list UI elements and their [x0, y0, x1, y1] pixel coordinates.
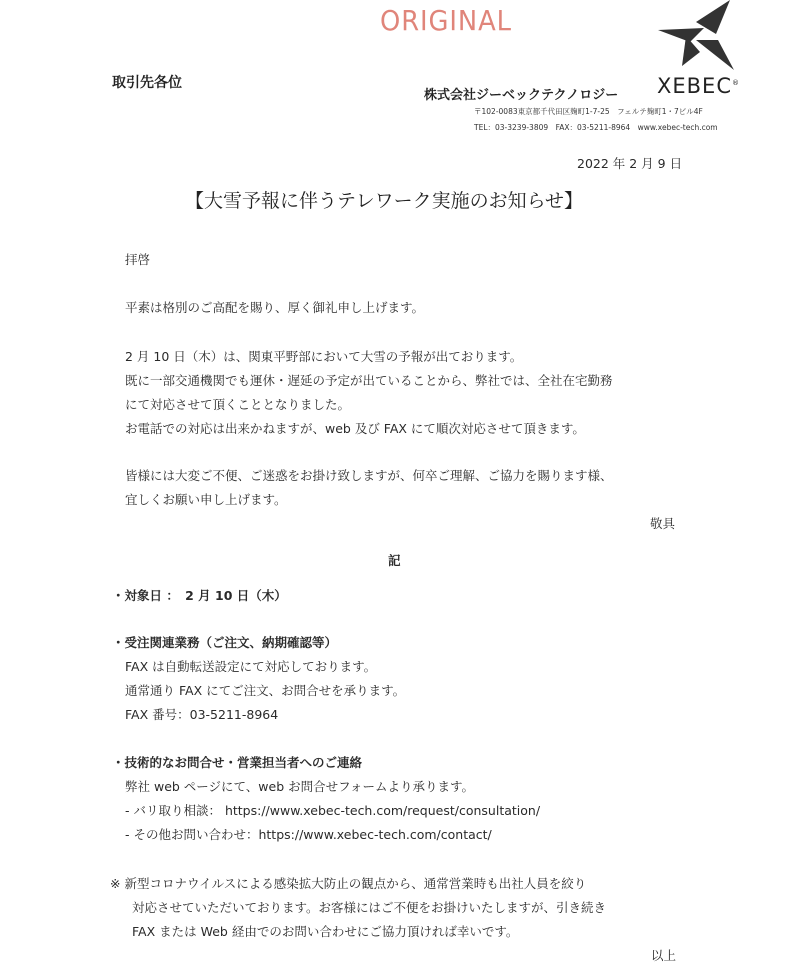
paragraph-2-line-1: 2 月 10 日（木）は、関東平野部において大雪の予報が出ております。 [125, 349, 523, 364]
addressee: 取引先各位 [112, 75, 182, 91]
xebec-logo-icon [656, 0, 736, 72]
section-contact-line-1: 弊社 web ページにて、web お問合せフォームより承ります。 [125, 779, 474, 794]
section-orders-heading: ・受注関連業務（ご注文、納期確認等） [112, 635, 338, 650]
target-date: ・対象日 ： 2 月 10 日（木） [112, 588, 287, 603]
closing-ijou: 以上 [651, 948, 677, 963]
greeting-close: 敬具 [650, 516, 676, 531]
ki-heading: 記 [388, 553, 401, 568]
document-date: 2022 年 2 月 9 日 [577, 156, 683, 171]
paragraph-2-line-3: にて対応させて頂くこととなりました。 [125, 397, 351, 412]
paragraph-3-line-2: 宜しくお願い申し上げます。 [125, 492, 287, 507]
brand-name: XEBEC® [657, 74, 740, 98]
company-contact: TEL：03-3239-3809 FAX：03-5211-8964 www.xebec-tech.com [474, 123, 718, 132]
paragraph-1: 平素は格別のご高配を賜り、厚く御礼申し上げます。 [125, 300, 425, 315]
section-contact-heading: ・技術的なお問合せ・営業担当者へのご連絡 [112, 755, 363, 770]
note-line-2: 対応させていただいております。お客様にはご不便をお掛けいたしますが、引き続き [132, 900, 607, 915]
fax-number: FAX 番号：03-5211-8964 [125, 707, 279, 722]
section-orders-line-1: FAX は自動転送設定にて対応しております。 [125, 659, 377, 674]
paragraph-2-line-2: 既に一部交通機関でも運休・遅延の予定が出ていることから、弊社では、全社在宅勤務 [125, 373, 613, 388]
company-name: 株式会社ジーベックテクノロジー [424, 88, 619, 103]
paragraph-2-line-4: お電話での対応は出来かねますが、web 及び FAX にて順次対応させて頂きます。 [125, 421, 585, 436]
consultation-link[interactable]: - バリ取り相談： https://www.xebec-tech.com/request/consultation/ [125, 803, 541, 818]
company-address: 〒102-0083東京都千代田区麹町1-7-25 フェルテ麹町1・7ビル4F [474, 107, 703, 116]
section-orders-line-2: 通常通り FAX にてご注文、お問合せを承ります。 [125, 683, 406, 698]
paragraph-3-line-1: 皆様には大変ご不便、ご迷惑をお掛け致しますが、何卒ご理解、ご協力を賜ります様、 [125, 468, 613, 483]
contact-link[interactable]: - その他お問い合わせ：https://www.xebec-tech.com/contact/ [125, 827, 492, 842]
note-line-3: FAX または Web 経由でのお問い合わせにご協力頂ければ幸いです。 [132, 924, 519, 939]
note-line-1: ※ 新型コロナウイルスによる感染拡大防止の観点から、通常営業時も出社人員を絞り [110, 876, 587, 891]
document-title: 【大雪予報に伴うテレワーク実施のお知らせ】 [185, 190, 584, 212]
greeting-open: 拝啓 [125, 252, 151, 267]
original-stamp: ORIGINAL [380, 4, 512, 37]
